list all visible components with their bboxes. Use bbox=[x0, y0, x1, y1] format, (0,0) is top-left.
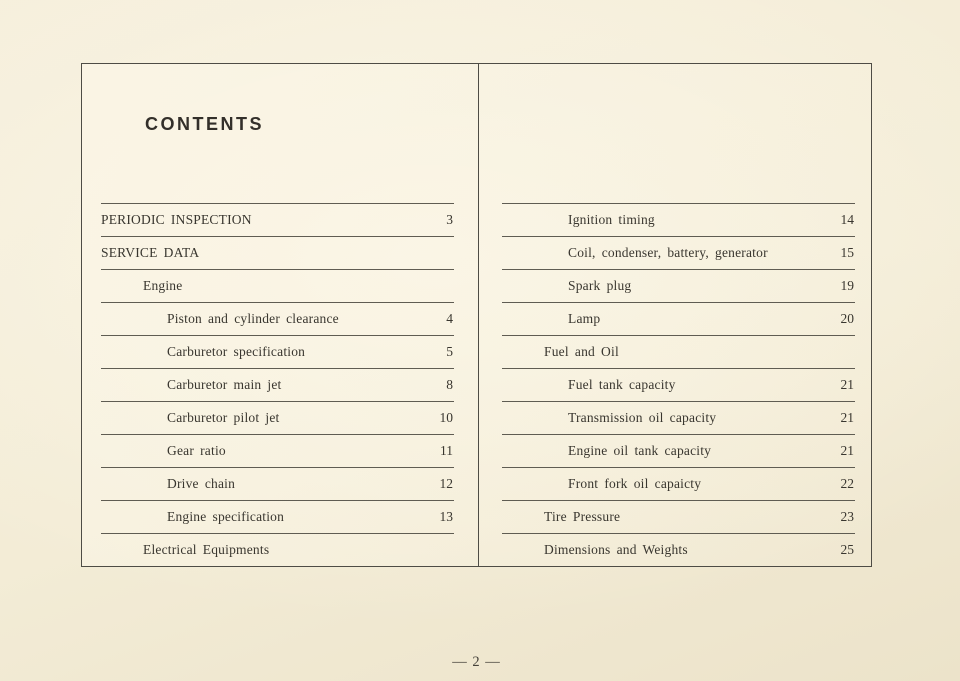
toc-entry-label: Drive chain bbox=[167, 476, 236, 491]
toc-entry-label: Fuel tank capacity bbox=[568, 377, 676, 392]
toc-entry-page: 11 bbox=[440, 443, 453, 458]
toc-entry-page: 21 bbox=[840, 443, 854, 458]
toc-row bbox=[502, 204, 855, 237]
toc-entry-label: Engine oil tank capacity bbox=[568, 443, 712, 458]
toc-row bbox=[101, 369, 454, 402]
toc-entry-label: Gear ratio bbox=[167, 443, 226, 458]
toc-entry-label: Carburetor pilot jet bbox=[167, 410, 280, 425]
toc-row bbox=[502, 237, 855, 270]
toc-entry-label: Coil, condenser, battery, generator bbox=[568, 245, 768, 260]
toc-row bbox=[502, 468, 855, 501]
toc-entry-label: Engine specification bbox=[167, 509, 285, 524]
toc-row bbox=[101, 402, 454, 435]
toc-entry-page: 10 bbox=[439, 410, 453, 425]
toc-entry-label: Engine bbox=[143, 278, 183, 293]
toc-entry-label: Lamp bbox=[568, 311, 601, 326]
toc-row bbox=[502, 501, 855, 534]
toc-entry-page: 14 bbox=[840, 212, 854, 227]
toc-entry-page: 15 bbox=[840, 245, 854, 260]
toc-row bbox=[101, 534, 454, 566]
toc-row bbox=[502, 402, 855, 435]
toc-entry-label: Ignition timing bbox=[568, 212, 655, 227]
column-divider bbox=[478, 64, 479, 566]
toc-row bbox=[101, 435, 454, 468]
toc-entry-page: 23 bbox=[840, 509, 854, 524]
toc-entry-label: Tire Pressure bbox=[544, 509, 621, 524]
toc-entry-label: SERVICE DATA bbox=[101, 245, 200, 260]
toc-entry-label: Piston and cylinder clearance bbox=[167, 311, 339, 326]
toc-entry-page: 25 bbox=[840, 542, 854, 557]
toc-row bbox=[101, 336, 454, 369]
toc-entry-label: Fuel and Oil bbox=[544, 344, 619, 359]
toc-row bbox=[502, 303, 855, 336]
toc-entry-page: 22 bbox=[840, 476, 854, 491]
toc-row bbox=[101, 468, 454, 501]
toc-entry-page: 20 bbox=[840, 311, 854, 326]
toc-entry-label: Spark plug bbox=[568, 278, 632, 293]
toc-entry-page: 12 bbox=[439, 476, 453, 491]
toc-row bbox=[502, 336, 855, 369]
toc-entry-label: Transmission oil capacity bbox=[568, 410, 717, 425]
toc-entry-page: 19 bbox=[840, 278, 854, 293]
toc-entry-label: PERIODIC INSPECTION bbox=[101, 212, 252, 227]
page-number: — 2 — bbox=[452, 654, 501, 670]
toc-entry-page: 21 bbox=[840, 377, 854, 392]
toc-row bbox=[502, 534, 855, 566]
toc-row bbox=[101, 204, 454, 237]
toc-row bbox=[101, 270, 454, 303]
toc-entry-label: Electrical Equipments bbox=[143, 542, 270, 557]
contents-box bbox=[81, 63, 872, 567]
toc-entry-page: 4 bbox=[446, 311, 453, 326]
toc-entry-label: Carburetor specification bbox=[167, 344, 306, 359]
toc-entry-label: Dimensions and Weights bbox=[544, 542, 688, 557]
toc-entry-page: 13 bbox=[439, 509, 453, 524]
page-title: CONTENTS bbox=[145, 114, 264, 134]
toc-row bbox=[101, 303, 454, 336]
toc-entry-page: 3 bbox=[446, 212, 453, 227]
toc-row bbox=[101, 501, 454, 534]
toc-row bbox=[502, 369, 855, 402]
toc-entry-label: Front fork oil capaicty bbox=[568, 476, 702, 491]
toc-row bbox=[502, 270, 855, 303]
toc-row bbox=[502, 435, 855, 468]
toc-entry-page: 8 bbox=[446, 377, 453, 392]
toc-entry-page: 5 bbox=[446, 344, 453, 359]
toc-entry-page: 21 bbox=[840, 410, 854, 425]
toc-right-column bbox=[502, 203, 855, 566]
toc-row bbox=[101, 237, 454, 270]
toc-entry-label: Carburetor main jet bbox=[167, 377, 282, 392]
toc-left-column bbox=[101, 203, 454, 566]
